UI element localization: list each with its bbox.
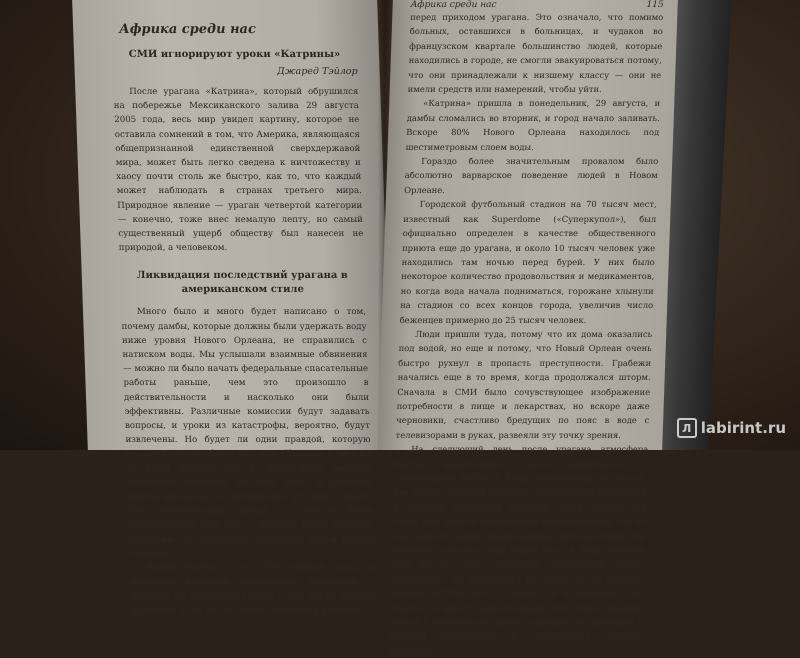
watermark-logo [677, 418, 786, 438]
left-paragraph-2: Много было и много будет написано о том, почему дамбы, которые должны были удержать воду ниже уровня Нового Орлеана, не справились с натиском воды. Мы услышали взаимные обвинения — можно ли было начать федеральные спасательные работы раньше, чем это произошло в действительности и насколько они были эффективны. Различные комиссии будут задавать вопросы, и уроки из катастрофы, вероятно, будут извлечены. Но будет ли одни правдой, которую оказался гораздо более опасным. Никакая комиссия не будет изучать его, а официальная Америка откажется извлекать из него урок. В процессе поиска виноватых в случившемся это было забыто. Этот человеческий провал — гораздо более значительный, чем тот, о котором будут говорить комиссии: это варварское поведение людей Нового Орлеана. [121, 307, 375, 559]
right-page [377, 0, 678, 656]
section-title: Африка среди нас [118, 22, 257, 37]
right-paragraph-1: перед приходом урагана. Это означало, что помимо больных, оставшихся в больницах, и чудаков во французском квартале большинство людей, которые находились в городе, не смогли эвакуироваться потому, что они принадлежали к низшему классу — они не имели средств или намерений, чтобы уйти. [407, 12, 664, 95]
right-paragraph-3: Гораздо более значительным провалом было абсолютно варварское поведение людей в Новом Орлеане. [404, 156, 659, 195]
labirint-logo-icon: Л [677, 418, 697, 438]
running-head-title: Африка среди нас [410, 0, 497, 10]
left-paragraph-3: Новый Орлеан — на 67% черный город, и примерно половина черножского населения — беднота. Из населения города в 480 тысяч человек примерно от 80 до 100 тысяч оставались в городе [130, 563, 377, 616]
article-subtitle: СМИ игнорируют уроки «Катрины» [128, 49, 341, 60]
article-author: Джаред Тэйлор [276, 66, 358, 77]
section-heading: Ликвидация последствий урагана в американском стиле [136, 270, 349, 296]
right-paragraph-6: На следующий день после урагана атмосфера быстро нарастающего хаоса наблюдалась в супермаркета Wal-Mart. Люди хватали вещи так быстро, как могли, разбивая витрины с ювелирными изделиями и загребая украшения горстями. Один человек так забил свой фургон электронным оборудованием, что не смог закрыть задние двери машины. Девочка-подросток потеряла сознание, упав лицом вниз, и люди потоком шли по ее спине. Мужчина остановился, чтобы перевернуть ее, перевернул на спину, но ее вырвало кровью. «F***ed up», — сказал он и перевернул ее обратно на живот. Корреспондент NBC описал черных, одетых в полицейскую форму, ходивших по проходам с другими грабителями и заполнявших тележки товарами. [387, 444, 649, 656]
right-paragraph-5: Люди пришли туда, потому что их дома оказались под водой, но еще и потому, что Новый Орлеан очень быстро рухнул в пропасть преступности. Грабежи начались еще в то время, когда продолжался шторм. Сначала в СМИ было сочувствующее изображение потребности в пище и лекарствах, но вскоре даже черновики, счастливо бредущих по пояс в воде с телевизорами в руках, развеяли эту точку зрения. [395, 328, 653, 440]
right-paragraph-4: Городской футбольный стадион на 70 тысяч мест, известный как Superdome («Суперкупол»), был официально определен в качестве общественного приюта еще до урагана, и около 10 тысяч человек уже находились там ночью перед бурей. У них было некоторое количество продовольствия и медикаментов, но когда вода начала подниматься, горожане хлынули на стадион со всех концов города, увеличив число беженцев примерно до 25 тысяч человек. [399, 199, 657, 325]
right-paragraph-2: «Катрина» пришла в понедельник, 29 августа, и дамбы сломались во вторник, и город начало заливать. Вскоре 80% Нового Орлеана находилось под шестиметровым слоем воды. [405, 98, 661, 152]
watermark-text: labirint.ru [700, 419, 786, 437]
running-header [411, 0, 664, 10]
left-page [72, 0, 393, 616]
left-paragraph-1: После урагана «Катрина», который обрушился на побережье Мексиканского залива 29 августа 2005 года, весь мир увидел картину, которое не оставила сомнений в том, что Америка, являющаяся общепризнанной единственной сверхдержавой мира, может быть легко сведена к ничтожеству и хаосу почти столь же быстро, как то, что каждый может наблюдать в странах третьего мира. Природное явление — ураган четвертой категории — конечно, тоже внес немалую лепту, но самый существенный ущерб обществу был нанесен не природой, а человеком. [113, 87, 364, 254]
page-number: 115 [646, 0, 664, 10]
